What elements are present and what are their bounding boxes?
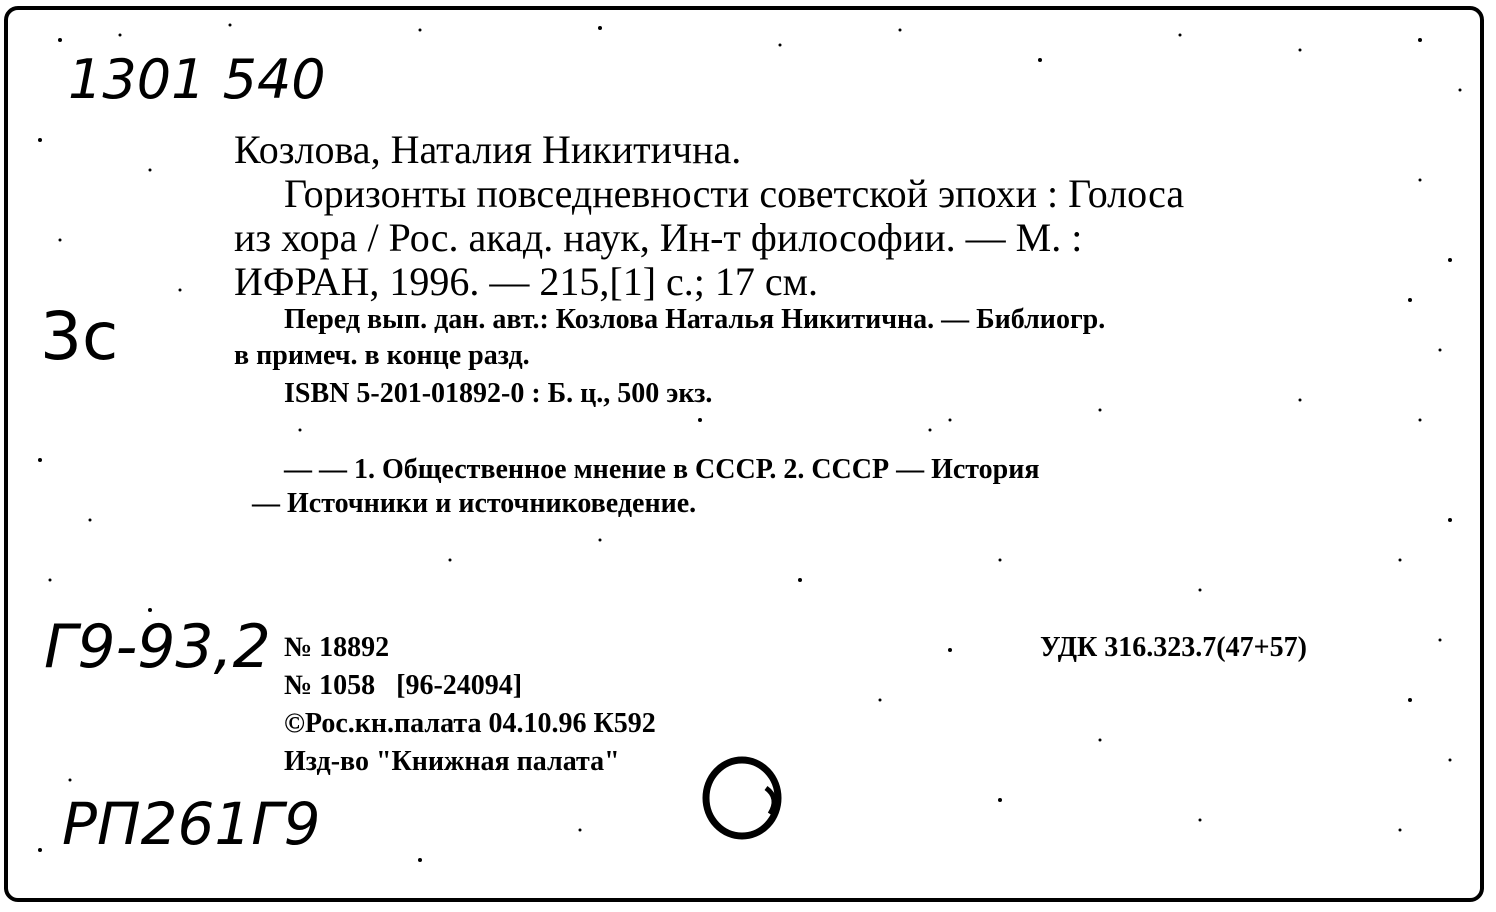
isbn-line: ISBN 5-201-01892-0 : Б. ц., 500 экз. <box>284 378 713 409</box>
title-line-2: из хора / Рос. акад. наук, Ин-т философии. — М. : <box>234 215 1083 260</box>
registry-number: № 18892 <box>284 632 390 663</box>
publisher-line: Изд-во "Книжная палата" <box>284 746 620 777</box>
circle-mark-icon <box>696 748 796 848</box>
subjects-line-1: — — 1. Общественное мнение в СССР. 2. СССР — История <box>284 454 1040 485</box>
subjects-line-2: — Источники и источниковедение. <box>252 488 697 519</box>
title-line-3: ИФРАН, 1996. — 215,[1] с.; 17 см. <box>234 259 818 304</box>
registry-code: № 1058 [96-24094] <box>284 670 523 701</box>
handwritten-shelf-mark: 3с <box>40 298 119 375</box>
note-line-2: в примеч. в конце разд. <box>234 340 530 371</box>
handwritten-corner-mark: РП261Г9 <box>62 790 321 858</box>
title-line-1: Горизонты повседневности советской эпохи : Голоса <box>284 171 1185 216</box>
author-heading: Козлова, Наталия Никитична. <box>234 127 742 172</box>
note-line-1: Перед вып. дан. авт.: Козлова Наталья Никитична. — Библиогр. <box>284 304 1106 335</box>
handwritten-inventory-number: 1301 540 <box>68 48 326 111</box>
handwritten-code: Г9-93,2 <box>44 612 271 682</box>
udc-code: УДК 316.323.7(47+57) <box>1040 632 1307 663</box>
book-chamber-line: ©Рос.кн.палата 04.10.96 К592 <box>284 708 656 739</box>
